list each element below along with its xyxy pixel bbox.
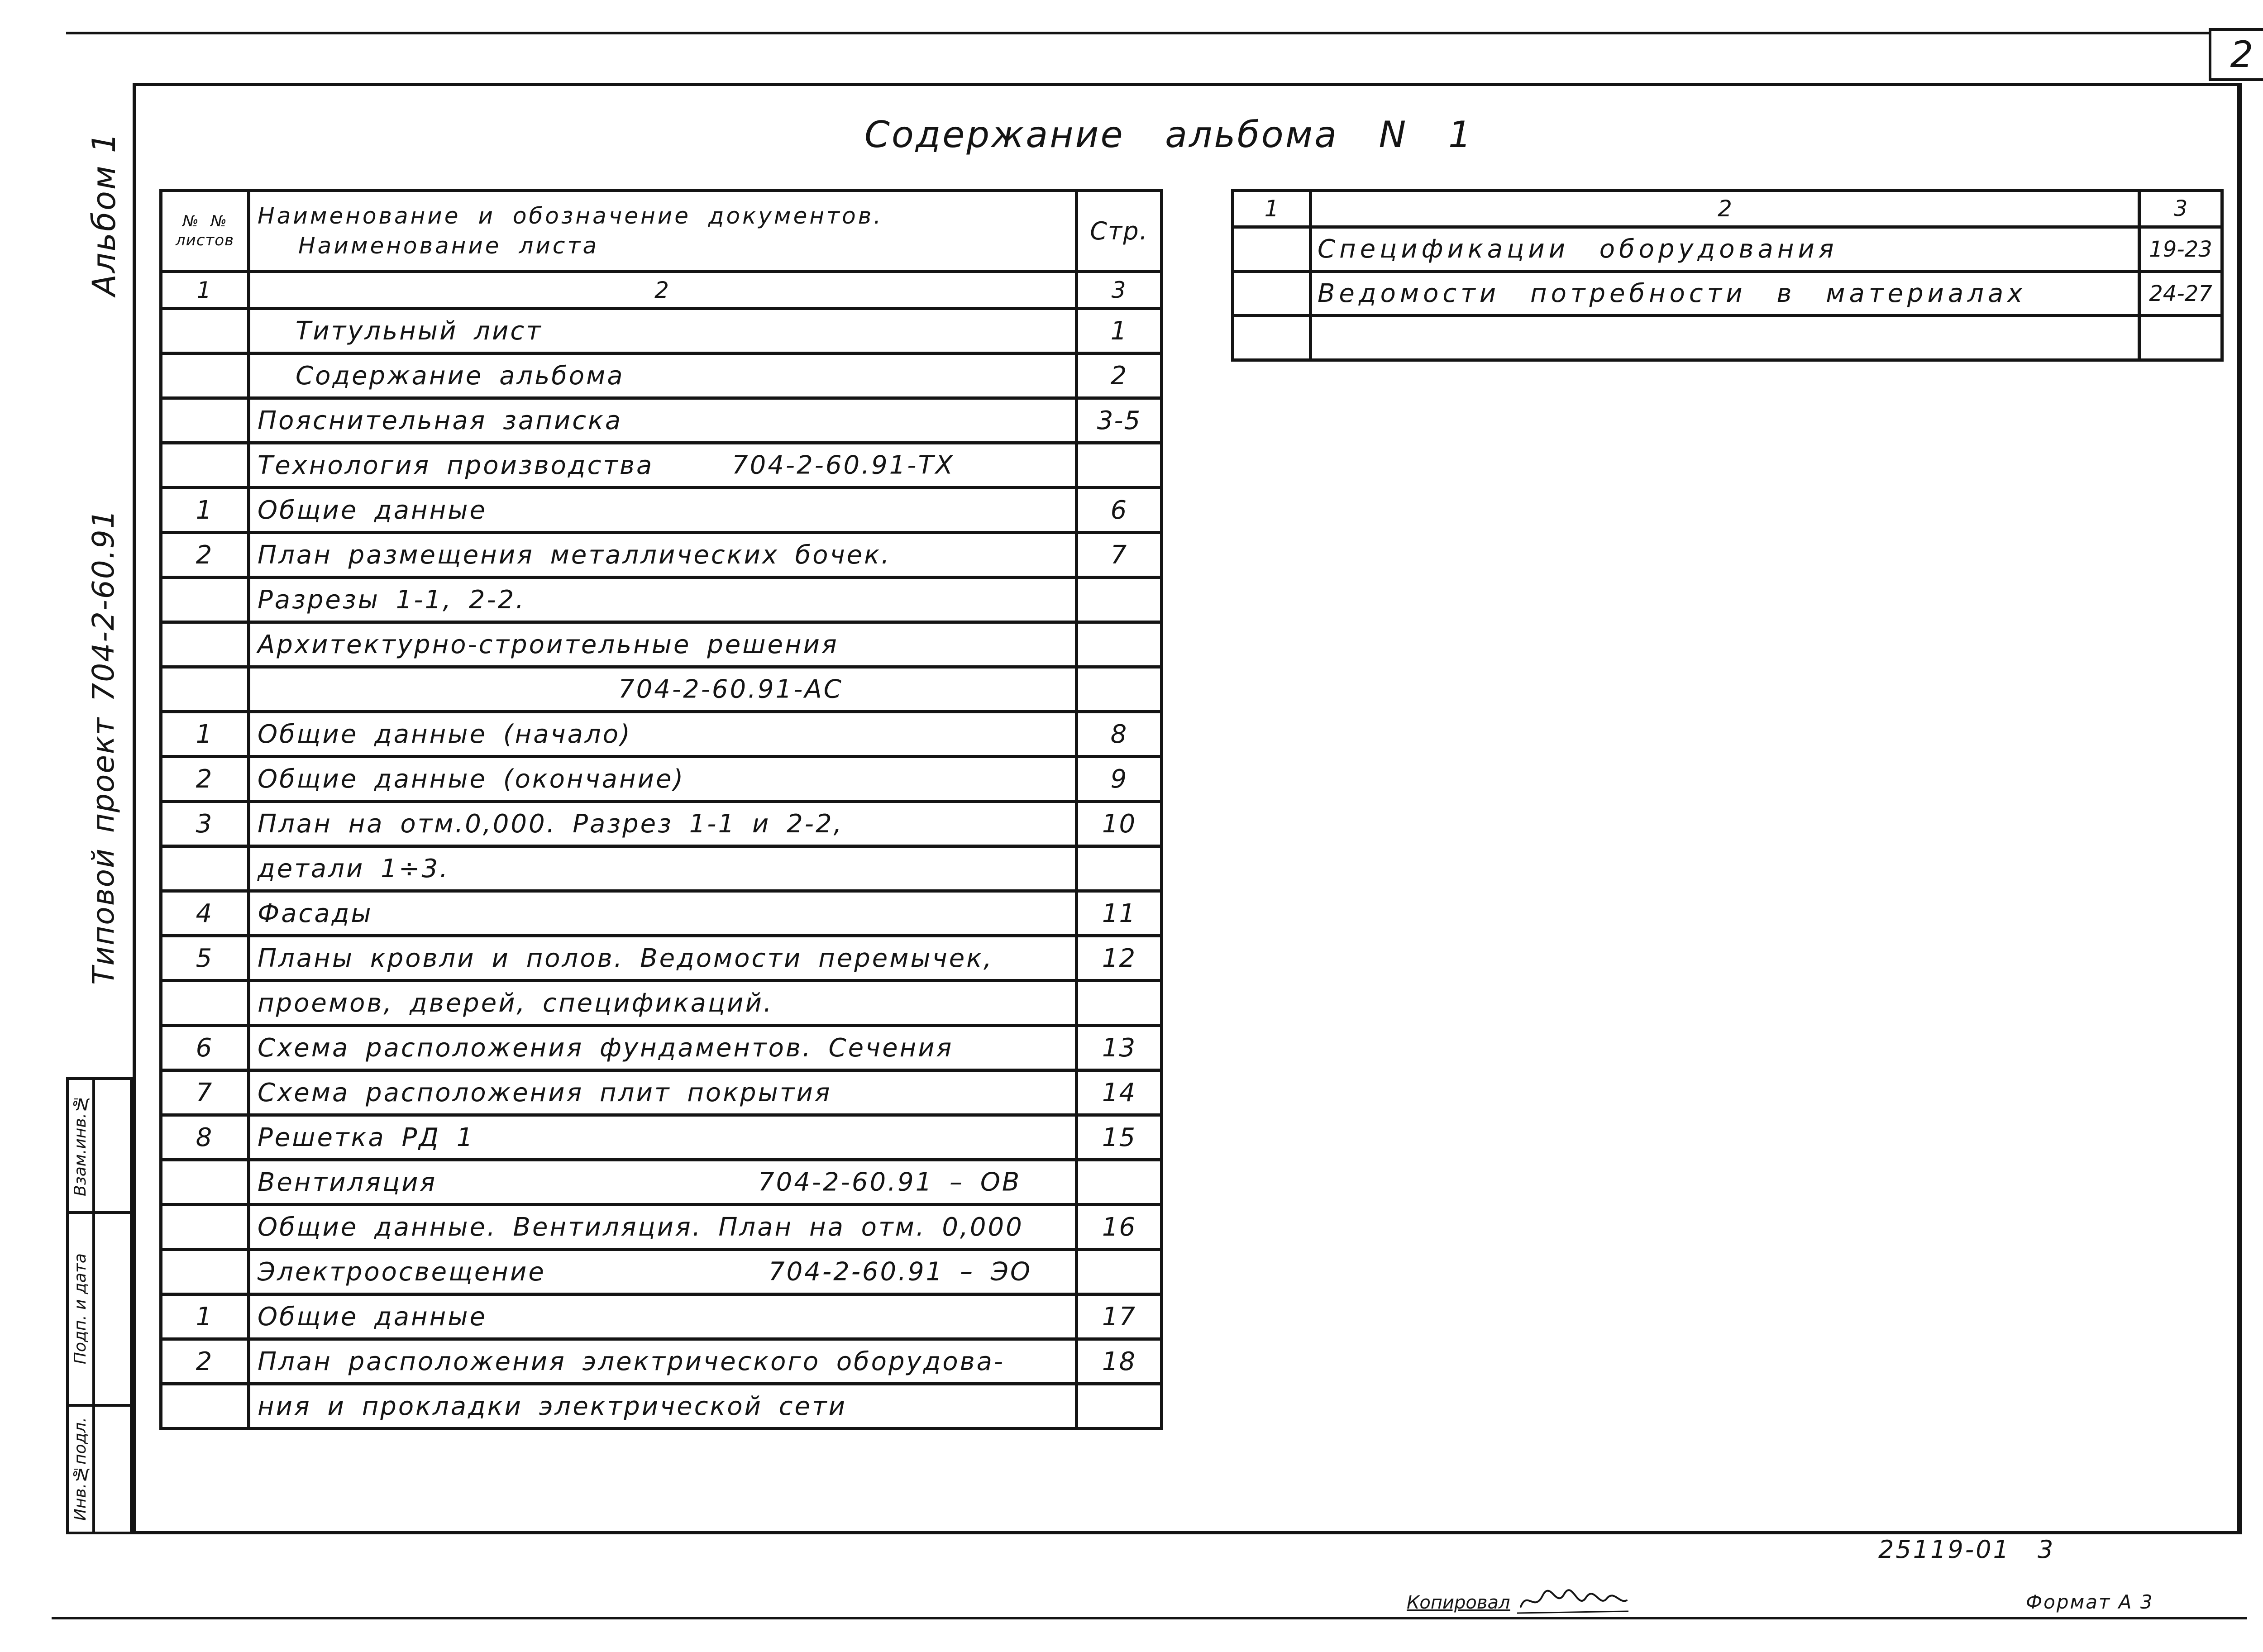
sheet-name: Планы кровли и полов. Ведомости перемычек, — [258, 943, 993, 973]
page-number: 1 — [1110, 316, 1128, 346]
sheet-name: ния и прокладки электрической сети — [258, 1391, 847, 1421]
sheet-number — [162, 444, 250, 486]
table-row — [162, 1024, 1160, 1069]
sheet-number-box — [2209, 28, 2263, 81]
table-row — [162, 1337, 1160, 1382]
sheet-number: 8 — [162, 1117, 250, 1158]
sheet-name: детали 1÷3. — [258, 854, 450, 883]
sheet-name-cell — [250, 534, 1078, 576]
replacement-inventory-field — [95, 1080, 130, 1211]
sheet-name-cell — [250, 1117, 1078, 1158]
original-inventory-label: Инв.№подл. — [71, 1417, 90, 1521]
page-number — [1078, 444, 1160, 486]
sheet-name: Вентиляция — [258, 1167, 437, 1197]
table-row — [162, 396, 1160, 441]
table-row — [162, 755, 1160, 800]
table-row — [162, 441, 1160, 486]
sheet-name-cell — [250, 444, 1078, 486]
table-row — [162, 1069, 1160, 1113]
page-number: 9 — [1110, 764, 1128, 794]
replacement-inventory-label: Взам.инв.№ — [71, 1094, 90, 1197]
sheet-name-cell — [250, 1296, 1078, 1337]
page-number: 19-23 — [2149, 236, 2212, 262]
column-number: 3 — [1111, 277, 1127, 303]
sheet-number: 4 — [162, 893, 250, 934]
column-number-row — [162, 270, 1160, 307]
signature-date-field — [95, 1214, 130, 1404]
table-row — [162, 576, 1160, 621]
sheet-name-cell — [250, 713, 1078, 755]
sheet-number — [162, 400, 250, 441]
sheet-name-cell — [250, 803, 1078, 845]
page-number — [1078, 579, 1160, 621]
sheet-number — [162, 982, 250, 1024]
top-border-line — [66, 32, 2209, 34]
column-number: 2 — [250, 273, 1078, 307]
header-num-line2: листов — [175, 231, 234, 249]
page-number: 2 — [1110, 361, 1128, 391]
approval-stamp — [66, 1077, 133, 1534]
stamp-label-cell — [69, 1080, 95, 1211]
sheet-name-cell — [250, 1385, 1078, 1427]
table-row — [162, 531, 1160, 576]
sheet-name-cell — [1312, 229, 2141, 270]
column-number: 1 — [162, 273, 250, 307]
sheet-name-cell — [250, 355, 1078, 396]
copied-by-label: Копировал — [1407, 1592, 1510, 1613]
sheet-name-cell — [250, 937, 1078, 979]
sheet-name-cell — [250, 848, 1078, 889]
document-number: 25119-01 — [1878, 1535, 2010, 1564]
table-row — [162, 1113, 1160, 1158]
sheet-name: Спецификации оборудования — [1318, 234, 1838, 264]
page-number: 7 — [1110, 540, 1128, 570]
document-code: 704-2-60.91-ТХ — [732, 450, 955, 480]
sheet-name: Решетка РД 1 — [258, 1122, 475, 1152]
table-row — [162, 1158, 1160, 1203]
page-number — [1078, 1161, 1160, 1203]
sheet-name-cell — [250, 1251, 1078, 1293]
page-number — [1078, 1251, 1160, 1293]
table-row — [162, 1382, 1160, 1427]
stamp-label-cell — [69, 1407, 95, 1532]
page-number: 8 — [1110, 719, 1128, 749]
sheet-number: 5 — [162, 937, 250, 979]
contents-table-right — [1231, 189, 2224, 362]
sheet-name: План на отм.0,000. Разрез 1-1 и 2-2, — [258, 809, 844, 839]
document-code-footer — [1878, 1535, 2055, 1564]
sheet-name: План размещения металлических бочек. — [258, 540, 891, 570]
table-row — [162, 710, 1160, 755]
table-row — [1234, 314, 2220, 358]
page-number: 17 — [1102, 1302, 1136, 1332]
signature — [1517, 1580, 1630, 1617]
document-code: 704-2-60.91-АС — [618, 674, 843, 704]
sheet-number — [162, 1385, 250, 1427]
page-number — [2141, 317, 2220, 358]
contents-table-left — [159, 189, 1163, 1430]
sheet-number — [162, 1251, 250, 1293]
sheet-name-cell — [1312, 273, 2141, 314]
sheet-name-cell — [250, 579, 1078, 621]
sheet-name-cell — [250, 1072, 1078, 1113]
sheet-number: 1 — [162, 713, 250, 755]
table-row — [1234, 270, 2220, 314]
sheet-name: Содержание альбома — [296, 361, 625, 391]
original-inventory-field — [95, 1407, 130, 1532]
sheet-name-cell — [250, 1341, 1078, 1382]
sheet-number — [1234, 317, 1312, 358]
stamp-label-cell — [69, 1214, 95, 1404]
sheet-number: 3 — [162, 803, 250, 845]
sheet-name: План расположения электрического оборудова- — [258, 1346, 1005, 1376]
header-num-line1: № № — [182, 212, 227, 230]
sheet-name: Фасады — [258, 898, 373, 928]
bottom-border-line — [52, 1617, 2247, 1619]
table-row — [162, 979, 1160, 1024]
sheet-number — [1234, 229, 1312, 270]
sheet-name: Технология производства — [258, 450, 654, 480]
sheet-number: 2 — [162, 758, 250, 800]
sheet-number — [162, 624, 250, 665]
sheet-name-cell — [250, 1027, 1078, 1069]
footer-sheet-number: 3 — [2037, 1535, 2055, 1564]
table-row — [162, 1293, 1160, 1337]
table-row — [162, 845, 1160, 889]
sheet-name-cell — [250, 310, 1078, 352]
sheet-name: проемов, дверей, спецификаций. — [258, 988, 773, 1018]
sheet-name: Общие данные (окончание) — [258, 764, 685, 794]
sheet-name: Титульный лист — [296, 316, 543, 346]
sheet-name: Общие данные — [258, 1302, 487, 1332]
sheet-number: 2 — [162, 1341, 250, 1382]
header-document-name — [250, 192, 1078, 270]
page-title: Содержание альбома N 1 — [864, 114, 1473, 156]
stamp-row-replacement — [69, 1080, 130, 1211]
sheet-name: Общие данные. Вентиляция. План на отм. 0,000 — [258, 1212, 1024, 1242]
sheet-number: 2 — [2230, 33, 2253, 76]
sheet-number: 6 — [162, 1027, 250, 1069]
header-name-line1: Наименование и обозначение документов. — [258, 203, 883, 229]
sheet-number — [162, 848, 250, 889]
page-number: 11 — [1102, 898, 1136, 928]
sheet-number — [162, 355, 250, 396]
sheet-number — [162, 579, 250, 621]
page-number — [1078, 1385, 1160, 1427]
sheet-name-cell — [250, 1206, 1078, 1248]
page-number — [1078, 982, 1160, 1024]
table-row — [1234, 225, 2220, 270]
stamp-row-original — [69, 1404, 130, 1532]
sheet-name-cell — [250, 400, 1078, 441]
page-number: 18 — [1102, 1346, 1136, 1376]
sheet-number — [162, 1206, 250, 1248]
sheet-number — [162, 668, 250, 710]
page-number: 3-5 — [1097, 406, 1141, 435]
page-number — [1078, 624, 1160, 665]
sheet-name: Ведомости потребности в материалах — [1318, 279, 2027, 308]
sheet-name-cell — [250, 758, 1078, 800]
table-row — [162, 486, 1160, 531]
table-row — [162, 352, 1160, 396]
table-row — [162, 1248, 1160, 1293]
header-page: Стр. — [1090, 216, 1148, 245]
table-row — [162, 621, 1160, 665]
sheet-number — [1234, 273, 1312, 314]
stamp-row-signature — [69, 1211, 130, 1404]
sheet-name: Архитектурно-строительные решения — [258, 630, 839, 659]
sheet-name: Разрезы 1-1, 2-2. — [258, 585, 525, 615]
page-number: 12 — [1102, 943, 1136, 973]
sheet-name-cell — [250, 893, 1078, 934]
header-sheet-number — [162, 192, 250, 270]
sheet-name-cell — [250, 489, 1078, 531]
album-label: Альбом 1 — [86, 131, 123, 296]
page-number: 6 — [1110, 495, 1128, 525]
sheet-name: Общие данные — [258, 495, 487, 525]
document-code: 704-2-60.91 – ЭО — [769, 1257, 1032, 1287]
sheet-name: Схема расположения плит покрытия — [258, 1078, 832, 1108]
table-header — [162, 192, 1160, 270]
table-row — [162, 934, 1160, 979]
page-number: 14 — [1102, 1078, 1136, 1108]
paper-format-label: Формат А 3 — [2026, 1591, 2154, 1613]
column-number: 2 — [1312, 192, 2141, 225]
table-row — [162, 889, 1160, 934]
project-label: Типовой проект 704-2-60.91 — [86, 509, 121, 985]
sheet-number: 7 — [162, 1072, 250, 1113]
sheet-number — [162, 310, 250, 352]
column-number-row — [1234, 192, 2220, 225]
sheet-name: Общие данные (начало) — [258, 719, 632, 749]
table-row — [162, 1203, 1160, 1248]
sheet-name: Пояснительная записка — [258, 406, 623, 435]
sheet-number: 2 — [162, 534, 250, 576]
sheet-number: 1 — [162, 489, 250, 531]
table-row — [162, 800, 1160, 845]
sheet-name: Схема расположения фундаментов. Сечения — [258, 1033, 954, 1063]
column-number: 3 — [2173, 196, 2188, 221]
page-number: 13 — [1102, 1033, 1136, 1063]
sheet-name-cell — [250, 624, 1078, 665]
document-code: 704-2-60.91 – ОВ — [758, 1167, 1022, 1197]
page-number: 16 — [1102, 1212, 1136, 1242]
sheet-name: Электроосвещение — [258, 1257, 546, 1287]
table-row — [162, 307, 1160, 352]
page-number: 24-27 — [2149, 281, 2212, 306]
page-number — [1078, 848, 1160, 889]
signature-date-label: Подп. и дата — [71, 1253, 90, 1365]
sheet-number — [162, 1161, 250, 1203]
sheet-name-cell — [1312, 317, 2141, 358]
sheet-name-cell — [250, 1161, 1078, 1203]
header-name-line2: Наименование листа — [298, 233, 599, 259]
page-number: 15 — [1102, 1122, 1136, 1152]
table-row — [162, 665, 1160, 710]
sheet-name-cell — [250, 982, 1078, 1024]
page-number — [1078, 668, 1160, 710]
sheet-number: 1 — [162, 1296, 250, 1337]
page-number: 10 — [1102, 809, 1136, 839]
column-number: 1 — [1234, 192, 1312, 225]
sheet-name-cell — [250, 668, 1078, 710]
